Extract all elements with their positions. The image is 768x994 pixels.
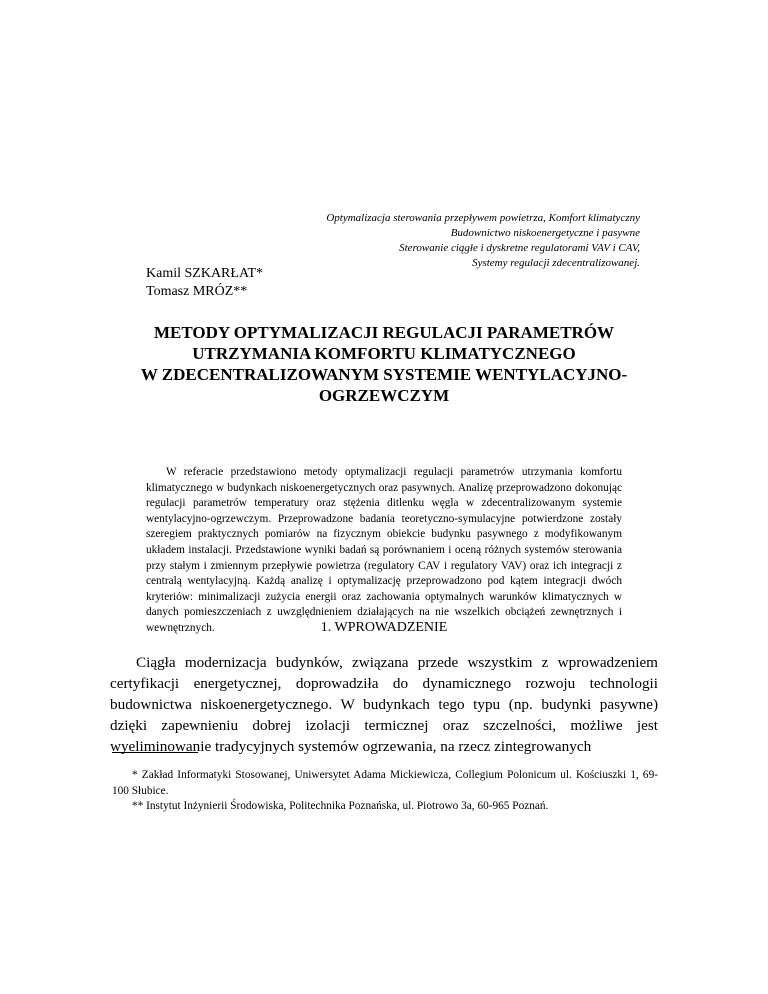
keyword-line: Optymalizacja sterowania przepływem powietrza, Komfort klimatyczny [326, 212, 640, 224]
footnote: ** Instytut Inżynierii Środowiska, Politechnika Poznańska, ul. Piotrowo 3a, 60-965 Poznań. [132, 800, 549, 813]
keyword-line: Sterowanie ciągłe i dyskretne regulatorami VAV i CAV, [399, 242, 640, 254]
abstract: W referacie przedstawiono metody optymalizacji regulacji parametrów utrzymania komfortu klimatycznego w budynkach niskoenergetycznych oraz pasywnych. Analizę przeprowadzono dokonując regulacji parametrów temperatury oraz stężenia ditlenku węgla w zdecentralizowanym systemie wentylacyjno-ogrzewczym. Przeprowadzone badania teoretyczno-symulacyjne potwierdzone zostały szeregiem praktycznych pomiarów na fizycznym obiekcie budynku pasywnego z modyfikowanym układem instalacji. Przedstawione wyniki badań są porównaniem i oceną różnych systemów sterowania przy stałym i zmiennym przepływie powietrza (regulatory CAV i regulatory VAV) oraz ich integracji z centralą wentylacyjną. Każdą analizę i optymalizację przeprowadzono pod kątem integracji dwóch kryteriów: minimalizacji zużycia energii oraz zachowania optymalnych warunków klimatycznych w danych pomieszczeniach z uwzględnieniem działających na nie wszelkich obciążeń zewnętrznych i wewnętrznych. [146, 466, 622, 634]
footnote-divider [112, 752, 198, 753]
section-heading: 1. WPROWADZENIE [320, 620, 448, 635]
footnotes [112, 768, 658, 815]
keyword-line: Budownictwo niskoenergetyczne i pasywne [450, 227, 640, 239]
keyword-line: Systemy regulacji zdecentralizowanej. [472, 257, 640, 269]
author-name: Tomasz MRÓZ** [146, 284, 248, 299]
keywords-block [220, 211, 640, 271]
title-line: OGRZEWCZYM [318, 386, 450, 405]
paper-title [110, 322, 658, 406]
footnote: * Zakład Informatyki Stosowanej, Uniwersytet Adama Mickiewicza, Collegium Polonicum ul. Kościuszki 1, 69-100 Słubice. [112, 769, 658, 797]
authors-block [146, 265, 263, 301]
body-paragraph: Ciągła modernizacja budynków, związana przede wszystkim z wprowadzeniem certyfikacji energetycznej, doprowadziła do dynamicznego rozwoju technologii budownictwa niskoenergetycznego. W budynkach tego typu (np. budynki pasywne) dzięki zapewnieniu dobrej izolacji termicznej oraz szczelności, możliwe jest wyeliminowanie tradycyjnych systemów ogrzewania, na rzecz zintegrowanych [110, 654, 658, 755]
author-name: Kamil SZKARŁAT* [146, 266, 264, 281]
title-line: METODY OPTYMALIZACJI REGULACJI PARAMETRÓW [153, 323, 615, 342]
title-line: W ZDECENTRALIZOWANYM SYSTEMIE WENTYLACYJNO- [140, 365, 628, 384]
title-line: UTRZYMANIA KOMFORTU KLIMATYCZNEGO [192, 344, 576, 363]
